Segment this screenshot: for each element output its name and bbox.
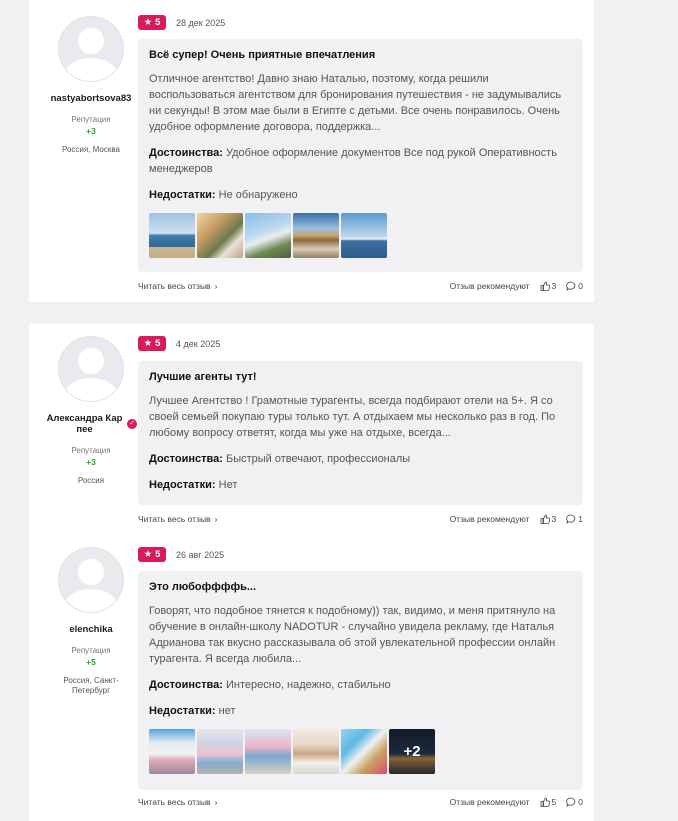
- recommend-label: Отзыв рекомендуют: [449, 281, 530, 291]
- review-date: 4 дек 2025: [176, 338, 221, 349]
- review-text: Отличное агентство! Давно знаю Наталью, поэтому, когда решили воспользоваться агентством для бронирования путешествия - не задумывались ни секунды! В этом мае были в Египте с детьми. Все очень понравилось. Очень удобное оформление договора, поддержка...: [149, 73, 562, 133]
- rating-badge: ★ 5: [138, 547, 166, 562]
- review-meta: [138, 15, 225, 30]
- thumbs-up-icon: [540, 514, 550, 524]
- reputation-label: Репутация: [71, 446, 111, 455]
- palm-photo[interactable]: [245, 213, 291, 258]
- reputation-label: Репутация: [71, 646, 111, 655]
- chevron-right-icon: ›: [214, 281, 218, 291]
- photo-thumbnails: [149, 729, 572, 774]
- review-body: [138, 39, 583, 272]
- read-all-link[interactable]: Читать весь отзыв ›: [138, 281, 218, 291]
- people-photo[interactable]: [293, 729, 339, 774]
- review-cons: Недостатки: нет: [149, 705, 236, 717]
- review-author: [45, 547, 137, 696]
- photo-thumbnails: [149, 213, 572, 258]
- review-cons: Недостатки: Не обнаружено: [149, 189, 298, 201]
- review-author: [45, 336, 137, 486]
- verified-check-icon: ✓: [127, 419, 137, 429]
- nadotur-sign-photo[interactable]: [149, 729, 195, 774]
- review-body: [138, 361, 583, 505]
- author-location: Россия, Санкт-Петербург: [63, 676, 119, 695]
- like-button[interactable]: 3: [540, 281, 557, 291]
- read-all-link[interactable]: Читать весь отзыв ›: [138, 514, 218, 524]
- avatar[interactable]: [58, 336, 124, 402]
- comment-icon: [566, 514, 576, 524]
- chevron-right-icon: ›: [214, 514, 218, 524]
- review-meta: [138, 547, 224, 562]
- review-text: Лучшее Агентство ! Грамотные турагенты, всегда подбирают отели на 5+. Я со своей семьей покупаю туры только тут. А отдыхаем мы несколько раз в год. По любому вопросу ответят, когда мы уже на отдыхе, всегда...: [149, 395, 556, 439]
- balloons-photo[interactable]: [341, 729, 387, 774]
- review-body: [138, 571, 583, 790]
- review-title[interactable]: Лучшие агенты тут!: [149, 371, 257, 383]
- review-cons: Недостатки: Нет: [149, 479, 238, 491]
- review-pros: Достоинства: Быстрый отвечают, профессионалы: [149, 453, 411, 465]
- review-footer: [138, 796, 583, 808]
- reputation-label: Репутация: [71, 115, 111, 124]
- star-icon: ★: [143, 17, 153, 28]
- review-date: 26 авг 2025: [176, 549, 225, 560]
- comment-icon: [566, 797, 576, 807]
- author-name[interactable]: Александра Карпее: [46, 413, 123, 435]
- comments-button[interactable]: 0: [566, 797, 583, 807]
- review-title[interactable]: Всё супер! Очень приятные впечатления: [149, 49, 376, 61]
- review-footer: [138, 513, 583, 525]
- reputation-value: +3: [86, 126, 96, 136]
- author-location: Россия: [77, 476, 105, 485]
- thumbs-up-icon: [540, 281, 550, 291]
- review-date: 28 дек 2025: [176, 17, 226, 28]
- villa-photo[interactable]: [197, 213, 243, 258]
- review-stats: [450, 797, 583, 807]
- harbor-photo[interactable]: [341, 213, 387, 258]
- comments-button[interactable]: 1: [566, 514, 583, 524]
- reputation-value: +5: [86, 657, 96, 667]
- avatar[interactable]: [58, 16, 124, 82]
- read-all-link[interactable]: Читать весь отзыв ›: [138, 797, 218, 807]
- review-footer: [138, 280, 583, 292]
- author-name[interactable]: elenchika: [69, 624, 113, 635]
- rating-badge: ★ 5: [138, 336, 166, 351]
- review-pros: Достоинства: Интересно, надежно, стабильно: [149, 679, 391, 691]
- city-night-photo[interactable]: [389, 729, 435, 774]
- review-title[interactable]: Это любоффффь...: [149, 581, 257, 593]
- like-button[interactable]: 5: [540, 797, 557, 807]
- review-stats: [450, 281, 583, 291]
- event-photo[interactable]: [245, 729, 291, 774]
- more-photos-overlay[interactable]: +2: [389, 729, 435, 774]
- comments-button[interactable]: 0: [566, 281, 583, 291]
- review-author: [45, 16, 137, 155]
- review-text: Говорят, что подобное тянется к подобному)) так, видимо, и меня притянуло на обучение в онлайн-школу NADOTUR - случайно увидела рекламу, где Наталья Адрианова так вкусно рассказывала об этой увлекательной профессии онлайн турагента. Я всегда любила...: [149, 605, 556, 665]
- review-card: [29, 0, 594, 302]
- chevron-right-icon: ›: [214, 797, 218, 807]
- author-name[interactable]: nastyabortsova83: [50, 93, 132, 104]
- review-meta: [138, 336, 220, 351]
- star-icon: ★: [143, 338, 153, 349]
- author-name-row: [45, 413, 137, 435]
- review-pros: Достоинства: Удобное оформление документов Все под рукой Оперативность менеджеров: [149, 147, 557, 175]
- beach-umbrella-photo[interactable]: [293, 213, 339, 258]
- recommend-label: Отзыв рекомендуют: [449, 797, 530, 807]
- reputation-value: +3: [86, 457, 96, 467]
- rating-badge: ★ 5: [138, 15, 166, 30]
- avatar[interactable]: [58, 547, 124, 613]
- thumbs-up-icon: [540, 797, 550, 807]
- group-photo[interactable]: [197, 729, 243, 774]
- star-icon: ★: [143, 549, 153, 560]
- review-stats: [450, 514, 583, 524]
- recommend-label: Отзыв рекомендуют: [449, 514, 530, 524]
- author-location: Россия, Москва: [62, 145, 120, 154]
- like-button[interactable]: 3: [540, 514, 557, 524]
- review-card: [29, 324, 594, 821]
- sea-photo[interactable]: [149, 213, 195, 258]
- comment-icon: [566, 281, 576, 291]
